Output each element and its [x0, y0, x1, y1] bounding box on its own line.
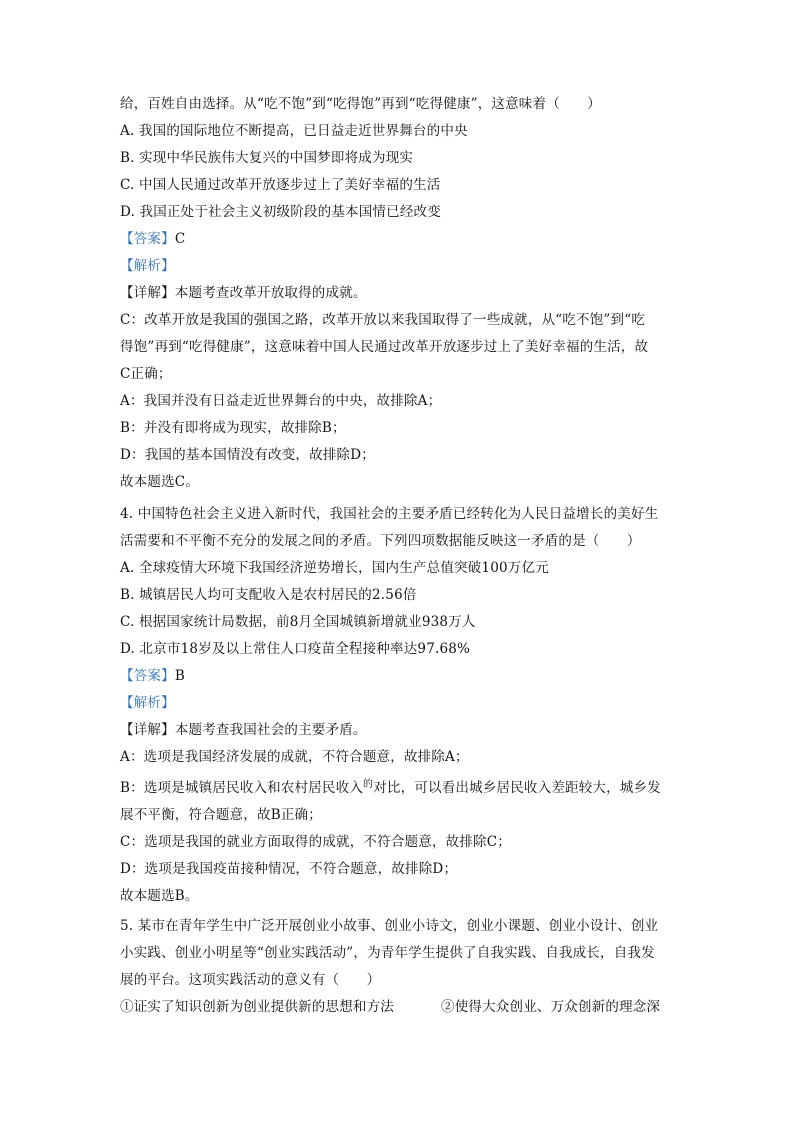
q4-detail — [120, 720, 367, 740]
line-text: B：选项是城镇居民收入和农村居民收入 — [120, 780, 364, 796]
superscript-char: 的 — [363, 779, 374, 790]
q3-option-a: A. 我国的国际地位不断提高，已日益走近世界舞台的中央 — [120, 123, 468, 139]
q3-detail — [120, 283, 367, 303]
q3-analysis-line: 得饱”再到“吃得健康”，这意味着中国人民通过改革开放逐步过上了美好幸福的生活，故 — [120, 339, 649, 355]
q3-analysis-line: C正确； — [120, 366, 172, 382]
q4-analysis-tag: 【解析】 — [120, 695, 175, 711]
answer-value: C — [174, 231, 186, 247]
answer-tag: 【答案】 — [120, 668, 175, 684]
q3-analysis-line: C：改革开放是我国的强国之路，改革开放以来我国取得了一些成就，从“吃不饱”到“吃 — [120, 312, 646, 328]
q3-analysis-line: A：我国并没有日益走近世界舞台的中央，故排除A； — [120, 393, 442, 409]
q5-item-1: ①证实了知识创新为创业提供新的思想和方法 — [120, 999, 394, 1015]
answer-value: B — [174, 668, 185, 684]
detail-tag: 【详解】 — [120, 722, 175, 738]
q4-analysis-line: C：选项是我国的就业方面取得的成就，不符合题意，故排除C； — [120, 834, 511, 850]
q4-stem: 活需要和不平衡不充分的发展之间的矛盾。下列四项数据能反映这一矛盾的是（ ） — [120, 533, 641, 549]
q4-analysis-line — [120, 778, 661, 800]
q4-stem: 4. 中国特色社会主义进入新时代，我国社会的主要矛盾已经转化为人民日益增长的美好生 — [120, 506, 659, 522]
detail-tag: 【详解】 — [120, 285, 175, 301]
q3-analysis-line: D：我国的基本国情没有改变，故排除D； — [120, 447, 375, 463]
q5-stem: 展的平台。这项实践活动的意义有（ ） — [120, 972, 381, 988]
q5-item-2: ②使得大众创业、万众创新的理念深 — [441, 999, 661, 1015]
q4-option-a: A. 全球疫情大环境下我国经济逆势增长，国内生产总值突破100万亿元 — [120, 560, 549, 576]
q3-option-b: B. 实现中华民族伟大复兴的中国梦即将成为现实 — [120, 150, 414, 166]
q4-analysis-line: A：选项是我国经济发展的成就，不符合题意，故排除A； — [120, 749, 469, 765]
q3-option-d: D. 我国正处于社会主义初级阶段的基本国情已经改变 — [120, 204, 441, 220]
q4-option-d: D. 北京市18岁及以上常住人口疫苗全程接种率达97.68% — [120, 641, 471, 657]
q5-stem: 小实践、创业小明星等“创业实践活动”，为青年学生提供了自我实践、自我成长，自我发 — [120, 945, 655, 961]
q3-analysis-line: B：并没有即将成为现实，故排除B； — [120, 420, 346, 436]
q3-analysis-tag: 【解析】 — [120, 258, 175, 274]
q4-answer — [120, 666, 185, 686]
q3-option-c: C. 中国人民通过改革开放逐步过上了美好幸福的生活 — [120, 177, 441, 193]
answer-tag: 【答案】 — [120, 231, 175, 247]
line-text: 对比，可以看出城乡居民收入差距较大，城乡发 — [373, 780, 661, 796]
q3-conclusion: 故本题选C。 — [120, 474, 200, 490]
q3-stem: 给，百姓自由选择。从“吃不饱”到“吃得饱”再到“吃得健康”，这意味着（ ） — [120, 96, 602, 112]
q5-stem: 5. 某市在青年学生中广泛开展创业小故事、创业小诗文，创业小课题、创业小设计、创业 — [120, 918, 659, 934]
q4-option-c: C. 根据国家统计局数据，前8月全国城镇新增就业938万人 — [120, 614, 476, 630]
detail-text: 本题考查我国社会的主要矛盾。 — [174, 722, 367, 738]
detail-text: 本题考查改革开放取得的成就。 — [174, 285, 367, 301]
q4-analysis-line: D：选项是我国疫苗接种情况，不符合题意，故排除D； — [120, 861, 458, 877]
q3-answer — [120, 229, 185, 249]
q4-option-b: B. 城镇居民人均可支配收入是农村居民的2.56倍 — [120, 587, 417, 603]
q4-analysis-line: 展不平衡，符合题意，故B正确； — [120, 807, 322, 823]
q4-conclusion: 故本题选B。 — [120, 888, 199, 904]
